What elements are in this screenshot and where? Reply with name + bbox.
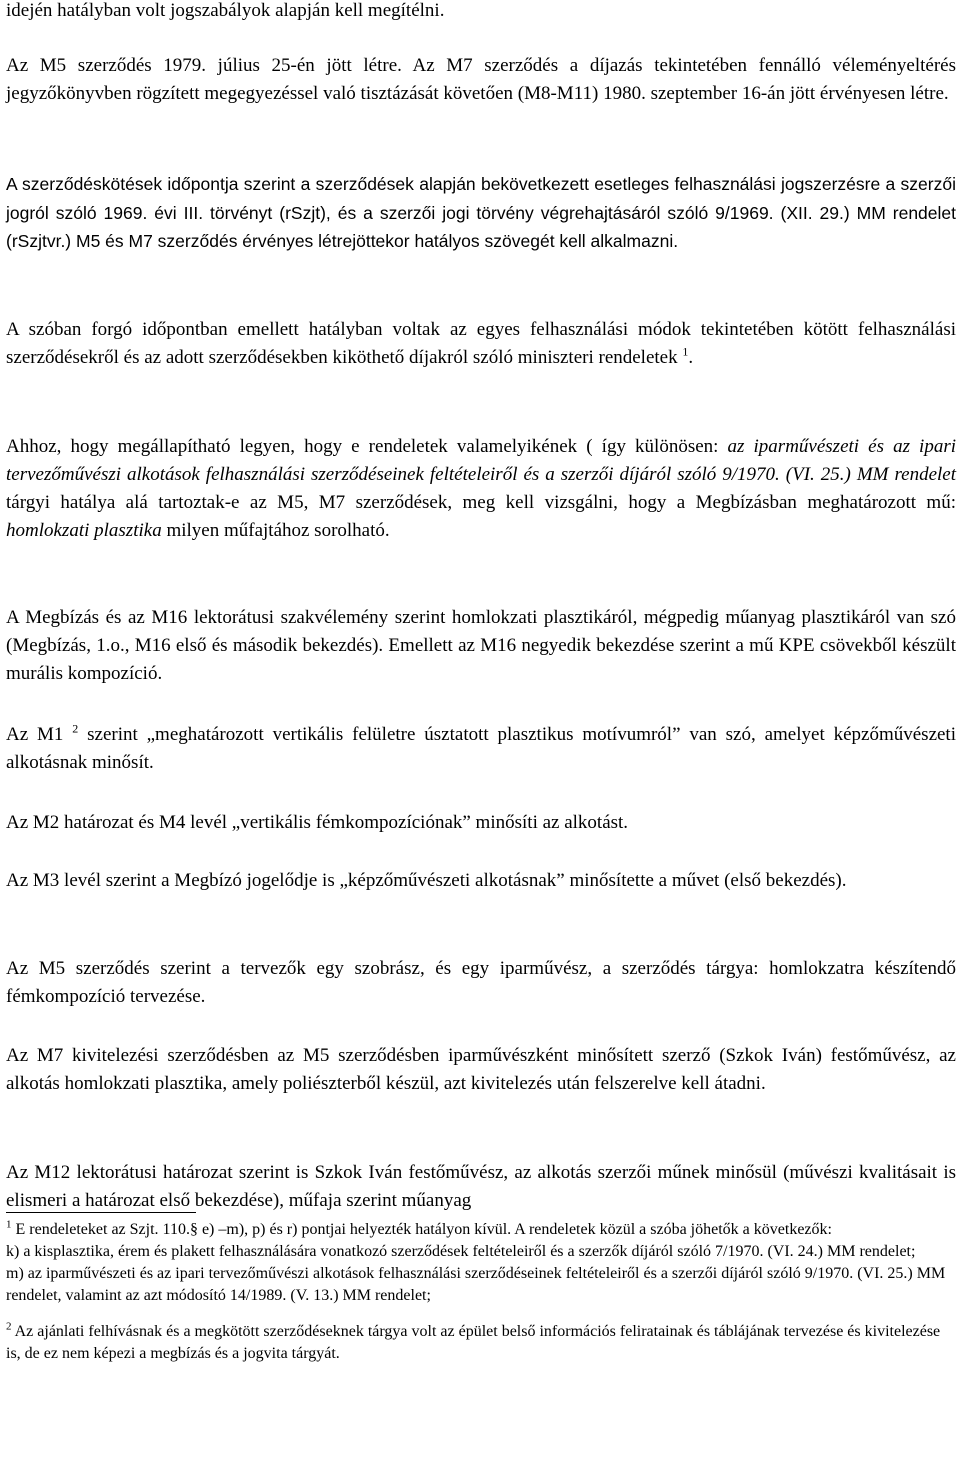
paragraph-text: Az M5 szerződés 1979. július 25-én jött létre. Az M7 szerződés a díjazás tekintetében fennálló véleményeltérés jegyzőkönyvben rögzített megegyezéssel való tisztázását követően (M8-M11) 1980. szeptember 16-án jött érvényesen létre. bbox=[6, 55, 956, 104]
footnote-text: Az ajánlati felhívásnak és a megkötött szerződéseknek tárgya volt az épület belső információs feliratainak és táblájának tervezése és kivitelezése is, de ez nem képezi a megbízás és a jogvita tárgyát. bbox=[6, 1323, 941, 1362]
footnote-ref-2[interactable]: 2 bbox=[72, 721, 79, 736]
paragraph-m7: Az M7 kivitelezési szerződésben az M5 szerződésben iparművészként minősített szerző (Szkok Iván) festőművész, az alkotás homlokzati plasztika, amely poliészterből készül, azt kivitelezés után felszerelve kell átadni. bbox=[6, 1045, 956, 1094]
footnote-number: 1 bbox=[6, 1218, 12, 1231]
footnote-2 bbox=[6, 1321, 956, 1365]
footnote-1-item-k: k) a kisplasztika, érem és plakett felhasználására vonatkozó szerződések feltételeiről és a szerzők díjáról szóló 7/1970. (VI. 24.) MM rendelet; bbox=[6, 1243, 916, 1260]
paragraph-m5: Az M5 szerződés szerint a tervezők egy szobrász, és egy iparművész, a szerződés tárgya: homlokzatra készítendő fémkompozíció tervezése. bbox=[6, 958, 956, 1007]
text-run: milyen műfajtához sorolható. bbox=[161, 520, 390, 541]
footnote-number: 2 bbox=[6, 1320, 12, 1333]
work-name-italic: homlokzati plasztika bbox=[6, 520, 162, 541]
footnote-ref-1[interactable]: 1 bbox=[682, 344, 689, 359]
paragraph-applicable-law: A szerződéskötések időpontja szerint a szerződések alapján bekövetkezett esetleges felhasználási jogszerzésre a szerzői jogról szóló 1969. évi III. törvényt (rSzjt), és a szerzői jogi törvény végrehajtásáról szóló 9/1969. (XII. 29.) MM rendelet (rSzjtvr.) M5 és M7 szerződés érvényes létrejöttekor hatályos szövegét kell alkalmazni. bbox=[6, 174, 956, 251]
paragraph-intro-tail: idején hatályban volt jogszabályok alapján kell megítélni. bbox=[6, 0, 445, 21]
footnotes bbox=[6, 1212, 956, 1365]
paragraph-genre-question bbox=[6, 433, 956, 545]
text-run: Az M1 bbox=[6, 724, 64, 745]
footnote-1 bbox=[6, 1219, 956, 1241]
paragraph-m3: Az M3 levél szerint a Megbízó jogelődje is „képzőművészeti alkotásnak” minősítette a művet (első bekezdés). bbox=[6, 870, 847, 891]
paragraph-m2-m4: Az M2 határozat és M4 levél „vertikális fémkompozíciónak” minősíti az alkotást. bbox=[6, 812, 629, 833]
paragraph-m1 bbox=[6, 721, 956, 777]
paragraph-m12: Az M12 lektorátusi határozat szerint is Szkok Iván festőművész, az alkotás szerzői műnek minősül (művészi kvalitásait is elismeri a határozat első bekezdése), műfaja szerint műanyag bbox=[6, 1162, 956, 1211]
footnote-divider bbox=[6, 1212, 196, 1213]
paragraph-text: A szóban forgó időpontban emellett hatályban voltak az egyes felhasználási módok tekintetében kötött felhasználási szerződésekről és az adott szerződésekben kiköthető díjakról szóló miniszteri rendeletek bbox=[6, 319, 956, 368]
paragraph-m16-opinion: A Megbízás és az M16 lektorátusi szakvélemény szerint homlokzati plasztikáról, mégpedig műanyag plasztikáról van szó (Megbízás, 1.o., M16 első és második bekezdés). Emellett az M16 negyedik bekezdése szerint a mű KPE csövekből készült murális kompozíció. bbox=[6, 607, 956, 684]
paragraph-contract-dates bbox=[6, 52, 956, 108]
text-run: szerint „meghatározott vertikális felületre úsztatott plasztikus motívumról” van szó, amelyet képzőművészeti alkotásnak minősít. bbox=[6, 724, 956, 773]
text-run: Ahhoz, hogy megállapítható legyen, hogy e rendeletek valamelyikének ( így különösen: bbox=[6, 436, 728, 457]
paragraph-end: . bbox=[688, 347, 694, 368]
text-run: tárgyi hatálya alá tartoztak-e az M5, M7 szerződések, meg kell vizsgálni, hogy a Megbízásban meghatározott mű: bbox=[6, 492, 956, 513]
footnote-text: E rendeleteket az Szjt. 110.§ e) –m), p) és r) pontjai helyezték hatályon kívül. A rendeletek közül a szóba jöhetők a következők: bbox=[11, 1221, 832, 1238]
paragraph-ministerial-decrees bbox=[6, 316, 956, 372]
footnote-1-item-m: m) az iparművészeti és az ipari tervezőművészi alkotások felhasználási szerződéseinek feltételeiről és a szerzői díjáról szóló 9/1970. (VI. 25.) MM rendelet, valamint az azt módosító 14/1989. (V. 13.) MM rendelet; bbox=[6, 1265, 946, 1304]
decree-title-italic: az iparművészeti és az ipari tervezőművészi alkotások felhasználási szerződéseinek feltételeiről és a szerzői díjáról szóló 9/1970. (VI. 25.) MM rendelet bbox=[6, 436, 956, 485]
